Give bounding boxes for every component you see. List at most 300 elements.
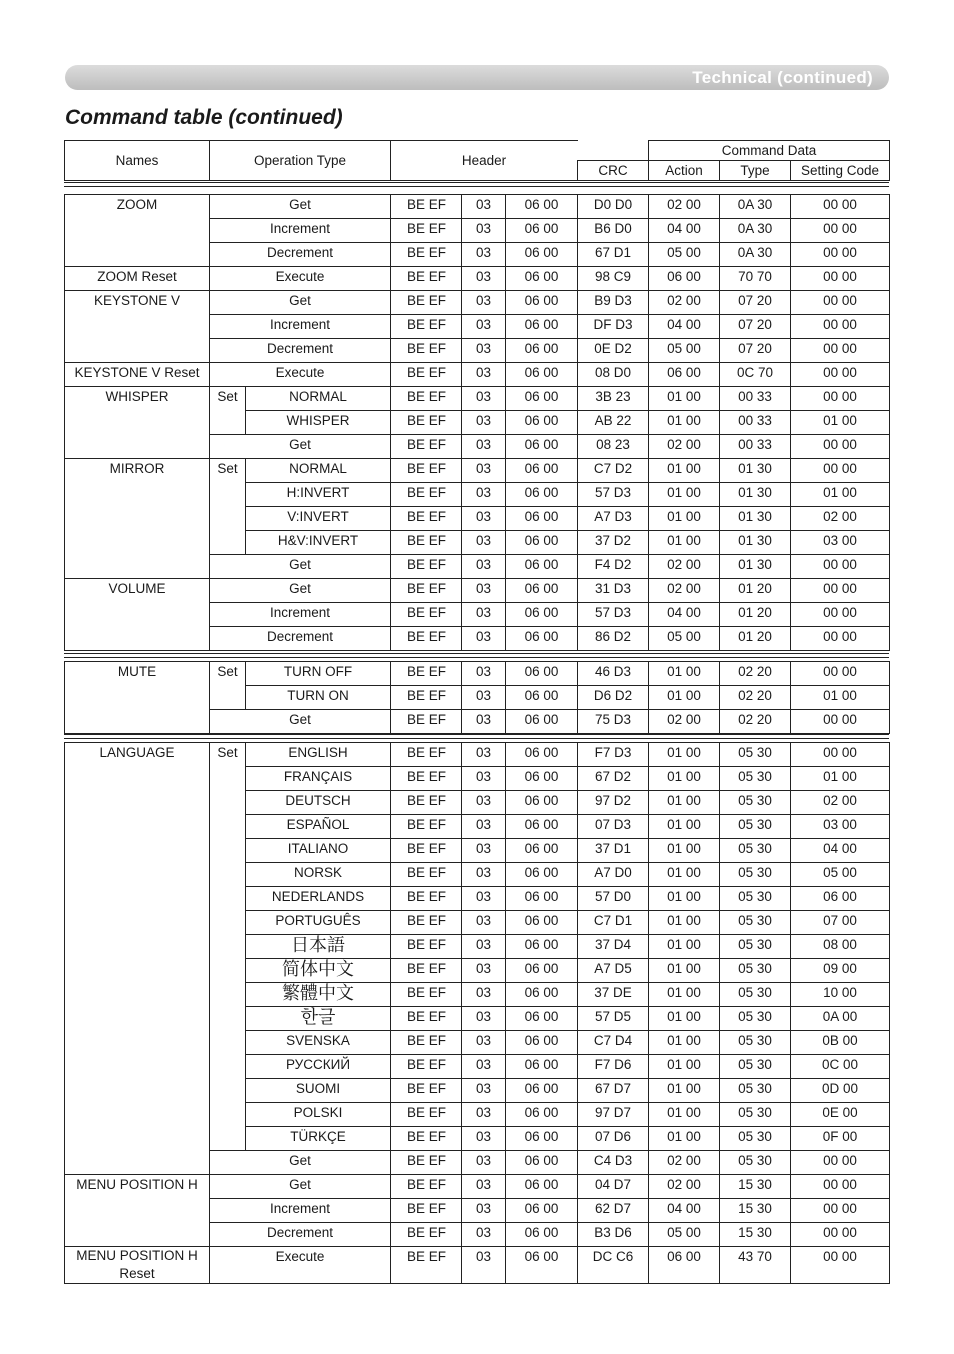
type-cell: 01 20 [720, 627, 791, 651]
crc-cell: 37 D1 [578, 839, 649, 863]
header-size-cell: 03 [462, 1127, 506, 1151]
operation-cell: WHISPER [246, 411, 391, 435]
type-cell: 01 30 [720, 483, 791, 507]
header-bytes-cell: BE EF [391, 603, 462, 627]
header-size-cell: 03 [462, 863, 506, 887]
header-bytes-cell: BE EF [391, 1079, 462, 1103]
operation-cell: Get [210, 195, 391, 219]
header-bytes-cell: BE EF [391, 1175, 462, 1199]
type-cell: 02 20 [720, 686, 791, 710]
setting-code-cell: 0F 00 [791, 1127, 890, 1151]
operation-cell: Decrement [210, 1223, 391, 1247]
header-cmd-cell: 06 00 [506, 579, 578, 603]
crc-cell: 57 D3 [578, 483, 649, 507]
type-cell: 05 30 [720, 1007, 791, 1031]
setting-code-cell: 00 00 [791, 1199, 890, 1223]
header-size-cell: 03 [462, 291, 506, 315]
header-cmd-cell: 06 00 [506, 911, 578, 935]
header-cmd-cell: 06 00 [506, 710, 578, 734]
crc-cell: 57 D3 [578, 603, 649, 627]
type-cell: 05 30 [720, 983, 791, 1007]
crc-cell: C7 D4 [578, 1031, 649, 1055]
action-cell: 05 00 [649, 1223, 720, 1247]
header-cmd-cell: 06 00 [506, 1175, 578, 1199]
operation-cell: Get [210, 710, 391, 734]
setting-code-cell: 00 00 [791, 1175, 890, 1199]
header-cmd-cell: 06 00 [506, 315, 578, 339]
header-cmd-cell: 06 00 [506, 839, 578, 863]
operation-cell: Execute [210, 1247, 391, 1284]
header-size-cell: 03 [462, 435, 506, 459]
command-table-section [64, 194, 890, 651]
action-cell: 01 00 [649, 1103, 720, 1127]
command-name-cell: WHISPER [65, 387, 210, 459]
operation-cell: DEUTSCH [246, 791, 391, 815]
header-size-cell: 03 [462, 686, 506, 710]
header-cmd-cell: 06 00 [506, 531, 578, 555]
header-bytes-cell: BE EF [391, 743, 462, 767]
setting-code-cell: 04 00 [791, 839, 890, 863]
setting-code-cell: 00 00 [791, 1247, 890, 1284]
header-cmd-cell: 06 00 [506, 1103, 578, 1127]
header-bytes-cell: BE EF [391, 662, 462, 686]
type-cell: 0C 70 [720, 363, 791, 387]
header-cmd-cell: 06 00 [506, 863, 578, 887]
operation-cell: Get [210, 555, 391, 579]
header-bytes-cell: BE EF [391, 459, 462, 483]
header-size-cell: 03 [462, 243, 506, 267]
action-cell: 01 00 [649, 983, 720, 1007]
crc-cell: 0E D2 [578, 339, 649, 363]
operation-cell: Decrement [210, 243, 391, 267]
type-cell: 05 30 [720, 935, 791, 959]
crc-cell: 37 D2 [578, 531, 649, 555]
set-group-cell: Set [210, 459, 246, 555]
header-cmd-cell: 06 00 [506, 291, 578, 315]
operation-cell: Get [210, 435, 391, 459]
type-cell: 01 30 [720, 459, 791, 483]
setting-code-cell: 00 00 [791, 435, 890, 459]
setting-code-cell: 01 00 [791, 767, 890, 791]
action-cell: 01 00 [649, 1127, 720, 1151]
operation-cell: Decrement [210, 339, 391, 363]
header-cmd-cell: 06 00 [506, 815, 578, 839]
action-cell: 01 00 [649, 1055, 720, 1079]
crc-cell: 08 23 [578, 435, 649, 459]
operation-cell: H&V:INVERT [246, 531, 391, 555]
setting-code-cell: 03 00 [791, 531, 890, 555]
crc-cell: 57 D5 [578, 1007, 649, 1031]
header-bytes-cell: BE EF [391, 555, 462, 579]
crc-cell: 67 D7 [578, 1079, 649, 1103]
crc-cell: 75 D3 [578, 710, 649, 734]
setting-code-cell: 01 00 [791, 483, 890, 507]
header-size-cell: 03 [462, 887, 506, 911]
setting-code-cell: 0C 00 [791, 1055, 890, 1079]
header-bytes-cell: BE EF [391, 791, 462, 815]
action-cell: 06 00 [649, 267, 720, 291]
action-cell: 02 00 [649, 710, 720, 734]
header-size-cell: 03 [462, 315, 506, 339]
header-bytes-cell: BE EF [391, 1007, 462, 1031]
header-bytes-cell: BE EF [391, 710, 462, 734]
crc-cell: 31 D3 [578, 579, 649, 603]
header-size-cell: 03 [462, 1031, 506, 1055]
crc-cell: 62 D7 [578, 1199, 649, 1223]
header-double-rule [64, 182, 889, 187]
header-cmd-cell: 06 00 [506, 387, 578, 411]
table-row [65, 363, 890, 387]
operation-cell: 简体中文 [246, 959, 391, 983]
type-cell: 05 30 [720, 1103, 791, 1127]
setting-code-cell: 00 00 [791, 579, 890, 603]
header-bytes-cell: BE EF [391, 1103, 462, 1127]
header-cmd-cell: 06 00 [506, 459, 578, 483]
header-size-cell: 03 [462, 219, 506, 243]
type-cell: 05 30 [720, 767, 791, 791]
crc-cell: DF D3 [578, 315, 649, 339]
command-name-cell: KEYSTONE V [65, 291, 210, 363]
header-cmd-cell: 06 00 [506, 555, 578, 579]
type-cell: 07 20 [720, 291, 791, 315]
operation-cell: Decrement [210, 627, 391, 651]
type-cell: 01 30 [720, 507, 791, 531]
crc-cell: B6 D0 [578, 219, 649, 243]
crc-cell: D0 D0 [578, 195, 649, 219]
action-cell: 04 00 [649, 219, 720, 243]
header-bytes-cell: BE EF [391, 887, 462, 911]
header-size-cell: 03 [462, 1199, 506, 1223]
header-cmd-cell: 06 00 [506, 1055, 578, 1079]
setting-code-cell: 0B 00 [791, 1031, 890, 1055]
crc-cell: DC C6 [578, 1247, 649, 1284]
header-bytes-cell: BE EF [391, 1223, 462, 1247]
type-cell: 43 70 [720, 1247, 791, 1284]
header-cmd-cell: 06 00 [506, 435, 578, 459]
setting-code-cell: 00 00 [791, 315, 890, 339]
crc-cell: 98 C9 [578, 267, 649, 291]
crc-cell: 67 D1 [578, 243, 649, 267]
operation-cell: V:INVERT [246, 507, 391, 531]
header-size-cell: 03 [462, 579, 506, 603]
header-size-cell: 03 [462, 555, 506, 579]
action-cell: 01 00 [649, 387, 720, 411]
header-size-cell: 03 [462, 743, 506, 767]
action-cell: 06 00 [649, 1247, 720, 1284]
command-table-header [64, 140, 890, 181]
action-cell: 01 00 [649, 459, 720, 483]
action-cell: 01 00 [649, 483, 720, 507]
header-size-cell: 03 [462, 531, 506, 555]
type-cell: 01 30 [720, 555, 791, 579]
header-size-cell: 03 [462, 710, 506, 734]
crc-cell: 08 D0 [578, 363, 649, 387]
header-bytes-cell: BE EF [391, 243, 462, 267]
operation-cell: Get [210, 1151, 391, 1175]
header-bytes-cell: BE EF [391, 531, 462, 555]
type-cell: 05 30 [720, 1151, 791, 1175]
operation-cell: NEDERLANDS [246, 887, 391, 911]
action-cell: 05 00 [649, 627, 720, 651]
table-row [65, 387, 890, 411]
header-cmd-cell: 06 00 [506, 483, 578, 507]
type-cell: 0A 30 [720, 243, 791, 267]
command-name-cell: MENU POSITION H [65, 1175, 210, 1247]
operation-cell: ESPAÑOL [246, 815, 391, 839]
setting-code-cell: 10 00 [791, 983, 890, 1007]
operation-cell: ENGLISH [246, 743, 391, 767]
header-size-cell: 03 [462, 815, 506, 839]
header-bytes-cell: BE EF [391, 839, 462, 863]
command-name-cell: KEYSTONE V Reset [65, 363, 210, 387]
operation-cell: Get [210, 291, 391, 315]
setting-code-cell: 00 00 [791, 291, 890, 315]
header-size-cell: 03 [462, 1151, 506, 1175]
crc-cell: 97 D7 [578, 1103, 649, 1127]
action-cell: 01 00 [649, 935, 720, 959]
setting-code-cell: 00 00 [791, 195, 890, 219]
header-size-cell: 03 [462, 1247, 506, 1284]
action-cell: 01 00 [649, 959, 720, 983]
header-bytes-cell: BE EF [391, 195, 462, 219]
crc-cell: F4 D2 [578, 555, 649, 579]
set-group-cell: Set [210, 387, 246, 435]
setting-code-cell: 02 00 [791, 791, 890, 815]
header-cmd-cell: 06 00 [506, 959, 578, 983]
crc-cell: 57 D0 [578, 887, 649, 911]
type-cell: 01 30 [720, 531, 791, 555]
type-cell: 15 30 [720, 1223, 791, 1247]
crc-cell: 07 D6 [578, 1127, 649, 1151]
crc-cell: F7 D6 [578, 1055, 649, 1079]
table-row [65, 1247, 890, 1284]
command-name-cell: ZOOM Reset [65, 267, 210, 291]
operation-cell: Execute [210, 363, 391, 387]
crc-cell: 46 D3 [578, 662, 649, 686]
operation-cell: Increment [210, 603, 391, 627]
action-cell: 01 00 [649, 839, 720, 863]
header-bytes-cell: BE EF [391, 1031, 462, 1055]
type-cell: 0A 30 [720, 219, 791, 243]
operation-cell: NORSK [246, 863, 391, 887]
header-cmd-cell: 06 00 [506, 662, 578, 686]
action-cell: 06 00 [649, 363, 720, 387]
setting-code-cell: 00 00 [791, 219, 890, 243]
header-bytes-cell: BE EF [391, 219, 462, 243]
table-row [65, 1175, 890, 1199]
setting-code-cell: 00 00 [791, 1151, 890, 1175]
header-size-cell: 03 [462, 1007, 506, 1031]
operation-cell: Increment [210, 315, 391, 339]
header-cmd-cell: 06 00 [506, 603, 578, 627]
header-size-cell: 03 [462, 363, 506, 387]
operation-cell: TURN ON [246, 686, 391, 710]
action-cell: 04 00 [649, 603, 720, 627]
operation-cell: SVENSKA [246, 1031, 391, 1055]
operation-cell: Increment [210, 219, 391, 243]
header-bytes-cell: BE EF [391, 1247, 462, 1284]
operation-cell: PORTUGUÊS [246, 911, 391, 935]
action-cell: 01 00 [649, 1079, 720, 1103]
header-bytes-cell: BE EF [391, 339, 462, 363]
header-operation-type: Operation Type [210, 141, 391, 181]
action-cell: 01 00 [649, 686, 720, 710]
header-bytes-cell: BE EF [391, 686, 462, 710]
header-cmd-cell: 06 00 [506, 243, 578, 267]
header-size-cell: 03 [462, 387, 506, 411]
header-bytes-cell: BE EF [391, 935, 462, 959]
type-cell: 05 30 [720, 743, 791, 767]
header-cmd-cell: 06 00 [506, 267, 578, 291]
header-names: Names [65, 141, 210, 181]
setting-code-cell: 07 00 [791, 911, 890, 935]
header-cmd-cell: 06 00 [506, 363, 578, 387]
type-cell: 15 30 [720, 1199, 791, 1223]
type-cell: 00 33 [720, 387, 791, 411]
header-bytes-cell: BE EF [391, 983, 462, 1007]
operation-cell: H:INVERT [246, 483, 391, 507]
header-size-cell: 03 [462, 1175, 506, 1199]
header-cmd-cell: 06 00 [506, 627, 578, 651]
header-cmd-cell: 06 00 [506, 1247, 578, 1284]
command-name-cell: ZOOM [65, 195, 210, 267]
header-action: Action [649, 161, 720, 181]
action-cell: 01 00 [649, 662, 720, 686]
header-cmd-cell: 06 00 [506, 743, 578, 767]
action-cell: 01 00 [649, 911, 720, 935]
header-size-cell: 03 [462, 627, 506, 651]
header-size-cell: 03 [462, 1079, 506, 1103]
header-bytes-cell: BE EF [391, 387, 462, 411]
type-cell: 07 20 [720, 339, 791, 363]
header-cmd-cell: 06 00 [506, 767, 578, 791]
setting-code-cell: 03 00 [791, 815, 890, 839]
operation-cell: TÜRKÇE [246, 1127, 391, 1151]
header-bytes-cell: BE EF [391, 507, 462, 531]
header-bytes-cell: BE EF [391, 627, 462, 651]
type-cell: 05 30 [720, 1055, 791, 1079]
operation-cell: 繁體中文 [246, 983, 391, 1007]
section-divider [64, 734, 889, 739]
header-bytes-cell: BE EF [391, 579, 462, 603]
header-size-cell: 03 [462, 983, 506, 1007]
type-cell: 01 20 [720, 603, 791, 627]
header-bytes-cell: BE EF [391, 1199, 462, 1223]
setting-code-cell: 00 00 [791, 339, 890, 363]
type-cell: 01 20 [720, 579, 791, 603]
type-cell: 0A 30 [720, 195, 791, 219]
crc-cell: 07 D3 [578, 815, 649, 839]
header-size-cell: 03 [462, 483, 506, 507]
page-title: Command table (continued) [65, 106, 343, 129]
operation-cell: TURN OFF [246, 662, 391, 686]
action-cell: 02 00 [649, 1151, 720, 1175]
crc-cell: C7 D2 [578, 459, 649, 483]
action-cell: 01 00 [649, 507, 720, 531]
header-size-cell: 03 [462, 411, 506, 435]
action-cell: 01 00 [649, 863, 720, 887]
command-name-cell: MUTE [65, 662, 210, 734]
action-cell: 05 00 [649, 243, 720, 267]
header-size-cell: 03 [462, 839, 506, 863]
set-group-cell: Set [210, 743, 246, 1151]
header-size-cell: 03 [462, 267, 506, 291]
type-cell: 05 30 [720, 1031, 791, 1055]
type-cell: 05 30 [720, 1079, 791, 1103]
header-size-cell: 03 [462, 1103, 506, 1127]
command-table-section [64, 661, 890, 734]
header-bytes-cell: BE EF [391, 911, 462, 935]
header-size-cell: 03 [462, 195, 506, 219]
action-cell: 04 00 [649, 1199, 720, 1223]
setting-code-cell: 0E 00 [791, 1103, 890, 1127]
type-cell: 05 30 [720, 911, 791, 935]
setting-code-cell: 00 00 [791, 555, 890, 579]
action-cell: 01 00 [649, 743, 720, 767]
action-cell: 01 00 [649, 791, 720, 815]
header-bytes-cell: BE EF [391, 1151, 462, 1175]
header-bytes-cell: BE EF [391, 1127, 462, 1151]
header-bytes-cell: BE EF [391, 363, 462, 387]
header-bytes-cell: BE EF [391, 1055, 462, 1079]
header-cmd-cell: 06 00 [506, 219, 578, 243]
header-size-cell: 03 [462, 959, 506, 983]
header-size-cell: 03 [462, 339, 506, 363]
action-cell: 05 00 [649, 339, 720, 363]
header-cmd-cell: 06 00 [506, 411, 578, 435]
header-cmd-cell: 06 00 [506, 339, 578, 363]
header-setting-code: Setting Code [791, 161, 890, 181]
action-cell: 01 00 [649, 411, 720, 435]
header-bytes-cell: BE EF [391, 267, 462, 291]
header-bytes-cell: BE EF [391, 435, 462, 459]
type-cell: 15 30 [720, 1175, 791, 1199]
action-cell: 01 00 [649, 1031, 720, 1055]
action-cell: 04 00 [649, 315, 720, 339]
setting-code-cell: 00 00 [791, 603, 890, 627]
type-cell: 05 30 [720, 1127, 791, 1151]
crc-cell: B9 D3 [578, 291, 649, 315]
setting-code-cell: 00 00 [791, 662, 890, 686]
table-row [65, 743, 890, 767]
type-cell: 70 70 [720, 267, 791, 291]
header-size-cell: 03 [462, 791, 506, 815]
operation-cell: 日本語 [246, 935, 391, 959]
header-cmd-cell: 06 00 [506, 686, 578, 710]
type-cell: 05 30 [720, 887, 791, 911]
crc-cell: 97 D2 [578, 791, 649, 815]
setting-code-cell: 00 00 [791, 627, 890, 651]
action-cell: 02 00 [649, 1175, 720, 1199]
operation-cell: 한글 [246, 1007, 391, 1031]
section-divider [64, 653, 889, 658]
header-bytes-cell: BE EF [391, 291, 462, 315]
header-cmd-cell: 06 00 [506, 1079, 578, 1103]
action-cell: 02 00 [649, 195, 720, 219]
setting-code-cell: 00 00 [791, 1223, 890, 1247]
operation-cell: Execute [210, 267, 391, 291]
header-size-cell: 03 [462, 1055, 506, 1079]
crc-cell: F7 D3 [578, 743, 649, 767]
header-bytes-cell: BE EF [391, 315, 462, 339]
crc-cell: 37 D4 [578, 935, 649, 959]
header-size-cell: 03 [462, 935, 506, 959]
command-name-cell: LANGUAGE [65, 743, 210, 1175]
crc-cell: 3B 23 [578, 387, 649, 411]
crc-cell: 86 D2 [578, 627, 649, 651]
setting-code-cell: 00 00 [791, 459, 890, 483]
action-cell: 02 00 [649, 579, 720, 603]
